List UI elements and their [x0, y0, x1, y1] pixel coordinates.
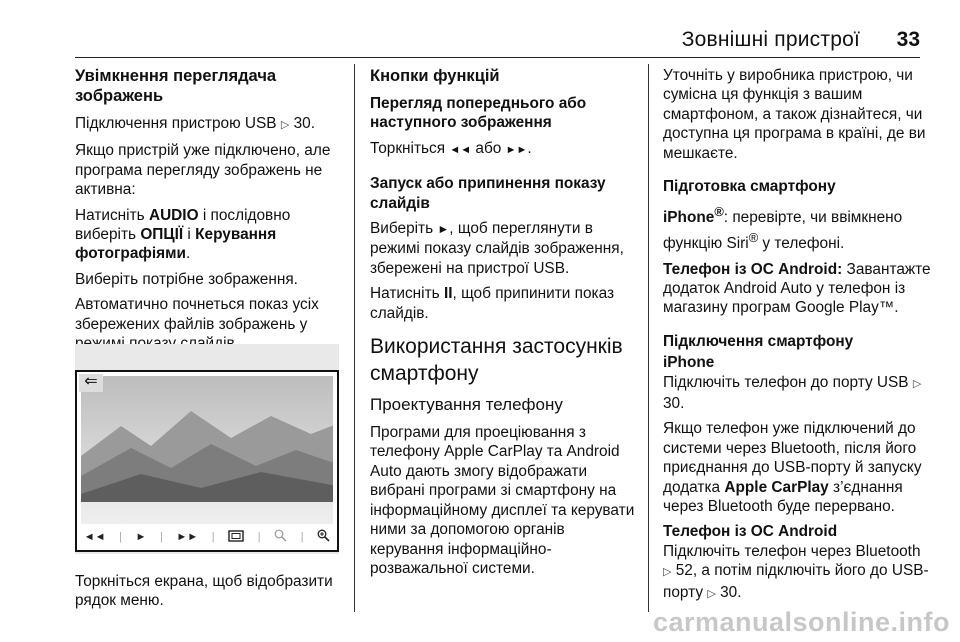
paragraph: Виберіть потрібне зображення. — [75, 270, 298, 288]
paragraph — [370, 284, 638, 323]
column-3 — [663, 66, 933, 610]
subsection-heading: Телефон із ОС Android — [663, 523, 838, 541]
toolbar-separator: | — [257, 531, 261, 543]
text: з’єднання через Bluetooth буде перервано. — [663, 478, 903, 515]
text: Якщо телефон уже підключений до системи через Bluetooth, після його приєднання до USB-порту й запуску додатка — [663, 420, 922, 496]
next-button[interactable]: ►► — [176, 531, 199, 543]
bold-term: ОПЦІЇ — [140, 226, 184, 244]
column-1 — [75, 66, 343, 359]
section-heading: Проектування телефону — [370, 395, 563, 415]
paragraph — [663, 373, 933, 414]
bold-term: Apple CarPlay — [724, 478, 829, 496]
text: Виберіть — [370, 220, 438, 238]
header-rule — [75, 57, 920, 58]
page-header — [75, 28, 920, 58]
toolbar-separator: | — [300, 531, 304, 543]
text: . — [527, 139, 532, 157]
page-number: 33 — [896, 28, 920, 51]
text: , щоб припинити показ слайдів. — [370, 285, 615, 322]
paragraph — [75, 114, 343, 135]
watermark: carmanualsonline.info — [652, 607, 950, 637]
screen-figure — [75, 344, 339, 554]
ref-arrow-icon: ▷ — [912, 377, 922, 390]
paragraph — [663, 260, 933, 318]
bold-term: Керування фотографіями — [75, 226, 277, 263]
section-heading: Кнопки функцій — [370, 67, 500, 85]
play-icon: ► — [437, 222, 450, 237]
paragraph — [663, 419, 933, 516]
column-divider — [648, 64, 649, 612]
paragraph — [75, 206, 343, 264]
toolbar-separator: | — [160, 531, 163, 543]
bold-term: iPhone — [663, 209, 715, 227]
text: і послідовно виберіть — [75, 206, 291, 244]
bold-term: Телефон із ОС Android: — [663, 260, 843, 278]
zoom-out-icon[interactable] — [274, 529, 287, 545]
text: : перевірте, чи ввімкнено функцію Siri — [663, 209, 903, 253]
ref-arrow-icon: ▷ — [663, 566, 672, 579]
previous-icon: ◄◄ — [449, 143, 472, 156]
text: Підключіть телефон до порту USB — [663, 373, 909, 391]
viewer-toolbar — [77, 526, 337, 548]
registered-mark: ® — [714, 204, 724, 220]
next-icon: ►► — [505, 143, 528, 156]
pause-icon: II — [443, 285, 453, 303]
fit-screen-icon[interactable] — [228, 530, 244, 545]
text: . — [185, 245, 191, 263]
text: Підключення пристрою USB — [75, 115, 277, 132]
photo-image — [81, 376, 333, 524]
previous-button[interactable]: ◄◄ — [83, 531, 106, 543]
ref-arrow-icon: ▷ — [280, 119, 290, 131]
play-button[interactable]: ► — [135, 531, 147, 543]
image-viewer-screen — [75, 370, 339, 552]
paragraph: Якщо пристрій уже підключено, але програма перегляду зображень не активна: — [75, 142, 331, 199]
subsection-heading: Підключення смартфону — [663, 332, 854, 350]
text: Натисніть — [370, 285, 444, 303]
text: у телефоні. — [758, 235, 845, 253]
bold-term: AUDIO — [148, 206, 199, 224]
toolbar-separator: | — [119, 531, 122, 543]
paragraph — [370, 219, 638, 278]
mountain-photo — [81, 376, 333, 502]
back-button[interactable] — [79, 374, 103, 392]
ref-arrow-icon: ▷ — [707, 587, 716, 600]
text: Торкніться — [370, 139, 450, 157]
paragraph — [663, 542, 933, 604]
paragraph: Програми для проеціювання з телефону Apple CarPlay та Android Auto дають змогу відображати вибрані програми зі смартфону на інформаційному дисплеї та керувати ними за допомогою органів керування інформаційно-розважальної системи. — [370, 424, 635, 577]
subsection-heading: Підготовка смартфону — [663, 178, 836, 196]
paragraph: Автоматично почнеться показ усіх збережених файлів зображень у — [75, 296, 319, 333]
paragraph — [663, 202, 933, 253]
text: Завантажте додаток Android Auto у телефон із магазину програм Google Play™. — [663, 260, 931, 317]
page-ref[interactable]: 52, а потім підключіть його до USB-порту — [663, 562, 929, 601]
page-ref[interactable]: 30. — [720, 583, 742, 601]
text: або — [471, 139, 506, 157]
page-ref[interactable]: 30. — [293, 115, 315, 132]
header-title: Зовнішні пристрої — [681, 28, 860, 51]
text: Натисніть — [75, 206, 149, 224]
column-2 — [370, 66, 638, 584]
text: Підключіть телефон через Bluetooth — [663, 542, 921, 560]
zoom-in-icon[interactable] — [317, 529, 330, 545]
figure-caption: Торкніться екрана, щоб відобразити рядок меню. — [75, 573, 333, 610]
column-divider — [354, 64, 355, 612]
paragraph — [370, 139, 638, 160]
subsection-heading: Запуск або припинення показу слайдів — [370, 175, 606, 212]
paragraph: Уточніть у виробника пристрою, чи сумісна ця функція з вашим смартфоном, а також дізнайтеся, чи доступна ця програма в країні, де ви мешкаєте. — [663, 67, 926, 162]
toolbar-separator: | — [211, 531, 215, 543]
text: , щоб переглянути в режимі показу слайдів зображення, збережені на пристрої USB. — [370, 220, 624, 277]
page-ref[interactable]: 30. — [663, 394, 685, 412]
registered-mark: ® — [748, 229, 759, 245]
subsection-heading: Перегляд попереднього або наступного зображення — [370, 95, 587, 132]
chapter-heading: Використання застосунків смартфону — [370, 335, 623, 386]
back-arrow-icon: ⇐ — [84, 373, 98, 390]
text: і — [183, 226, 196, 244]
section-heading: Увімкнення переглядача зображень — [75, 67, 277, 105]
subsection-heading: iPhone — [663, 354, 715, 372]
